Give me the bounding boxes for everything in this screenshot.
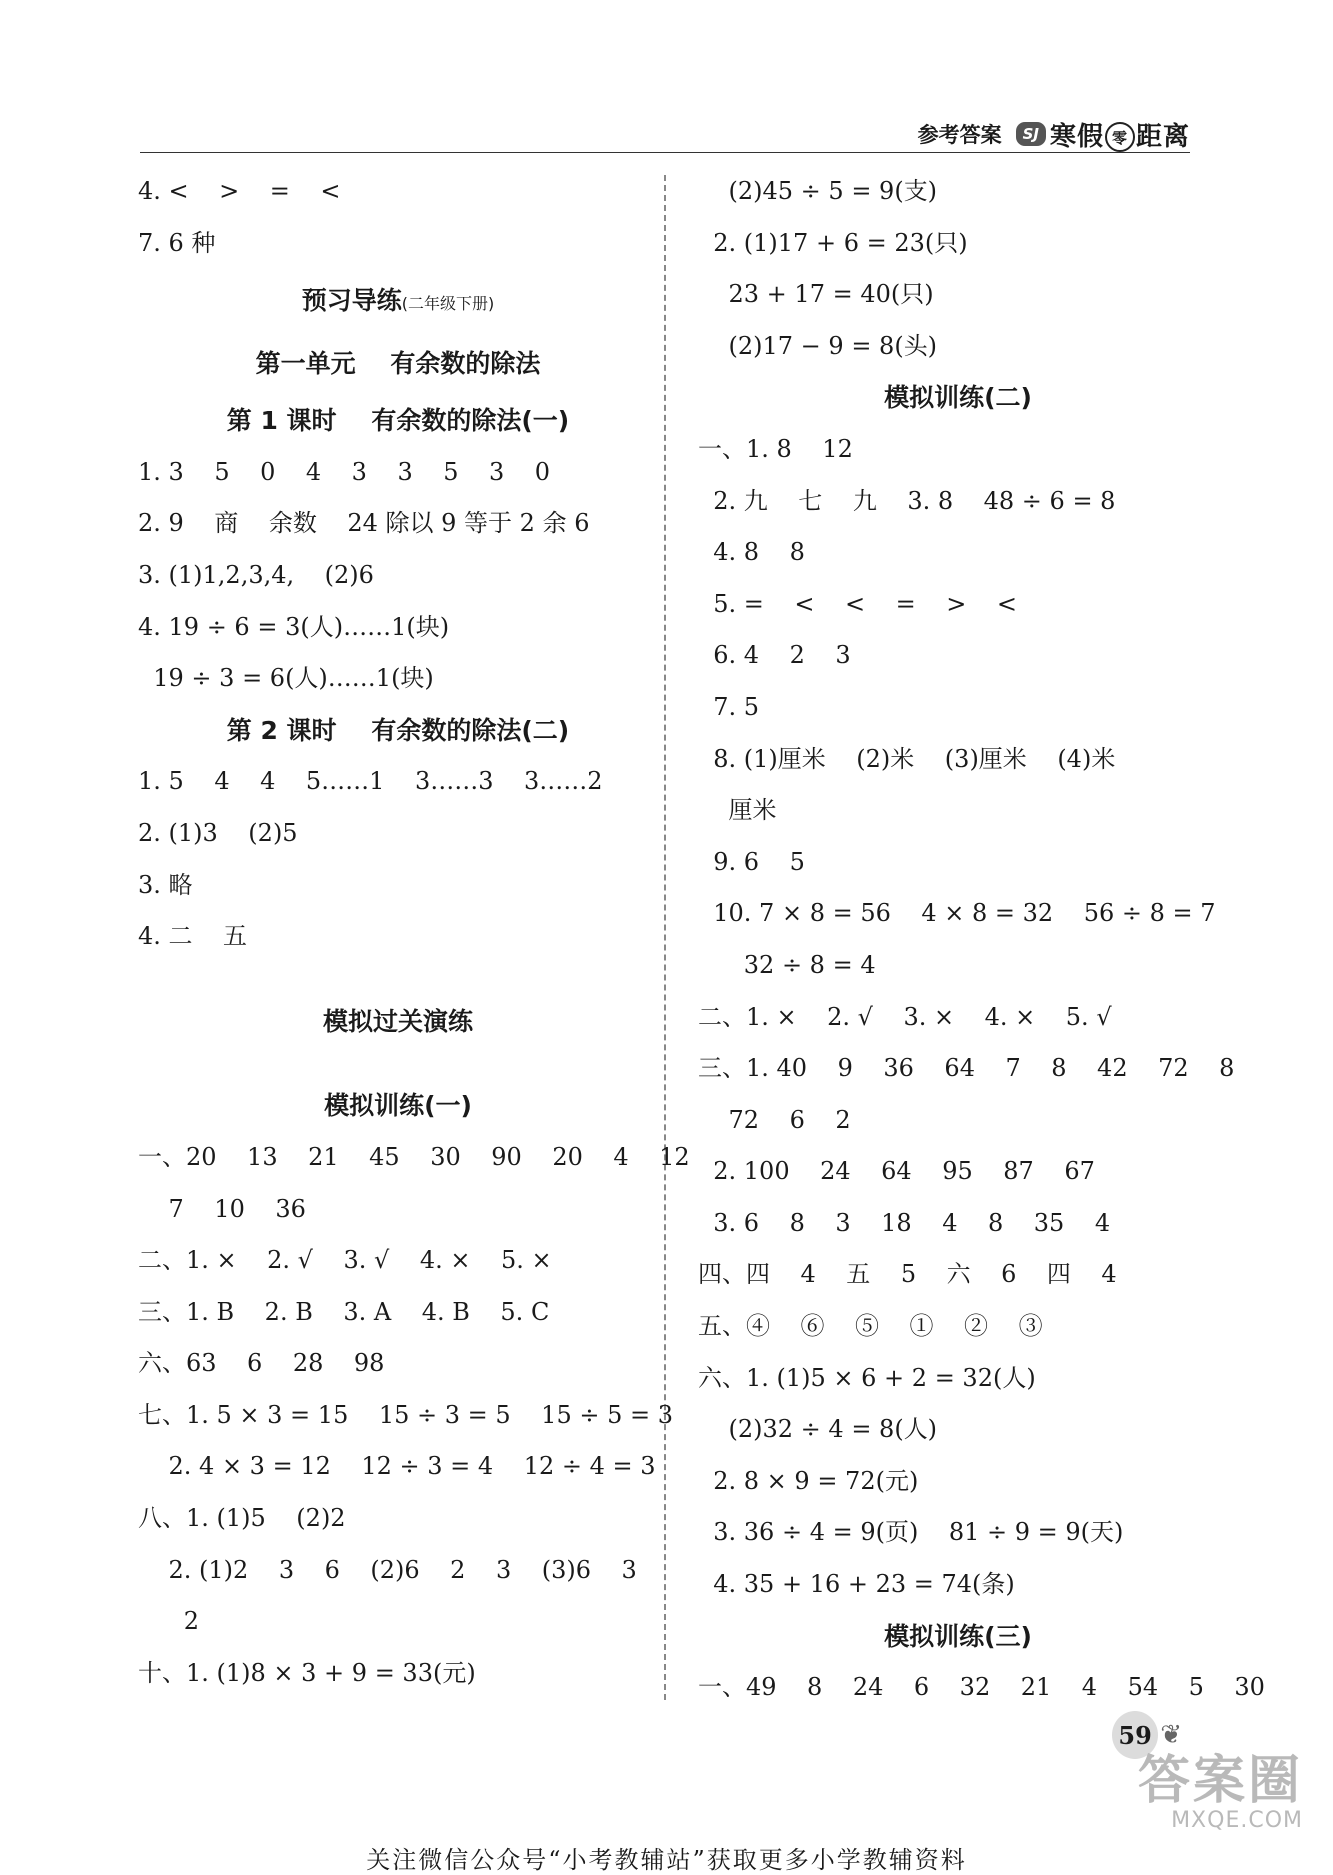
section-subtitle: (二年级下册) xyxy=(401,294,495,314)
answer-line: 2. 9 商 余数 24 除以 9 等于 2 余 6 xyxy=(138,509,590,538)
answer-line: 一、1. 8 12 xyxy=(698,434,853,463)
answer-line: 八、1. (1)5 (2)2 xyxy=(138,1504,346,1533)
answer-line: 4. 8 8 xyxy=(698,538,805,567)
answer-line: 9. 6 5 xyxy=(698,847,805,876)
answer-line: 四、四 4 五 5 六 6 四 4 xyxy=(698,1260,1117,1289)
answer-line: 十、1. (1)8 × 3 + 9 = 33(元) xyxy=(138,1658,476,1687)
answer-line: 3. 6 8 3 18 4 8 35 4 xyxy=(698,1208,1111,1237)
training-title: 模拟训练(三) xyxy=(884,1621,1032,1651)
answer-line: 厘米 xyxy=(698,796,777,825)
bird-icon: ❦ xyxy=(1160,1720,1182,1750)
brand-logo xyxy=(1016,116,1190,153)
answer-line: 三、1. 40 9 36 64 7 8 42 72 8 xyxy=(698,1054,1235,1083)
section-title-preview xyxy=(138,269,658,332)
training-title: 模拟训练(一) xyxy=(324,1091,472,1121)
footer-note: 关注微信公众号“小考教辅站”获取更多小学教辅资料 xyxy=(366,1846,967,1874)
answer-line: 2. 九 七 九 3. 8 48 ÷ 6 = 8 xyxy=(698,486,1116,515)
header-right xyxy=(918,116,1190,152)
training-title: 模拟训练(二) xyxy=(884,383,1032,413)
answer-line: 10. 7 × 8 = 56 4 × 8 = 32 56 ÷ 8 = 7 xyxy=(698,899,1216,928)
answer-line: 72 6 2 xyxy=(698,1105,851,1134)
lesson-title: 第 2 课时 有余数的除法(二) xyxy=(226,715,570,745)
answer-line: 4. < > = < xyxy=(138,177,341,205)
left-column xyxy=(138,166,690,1699)
answer-line: 2. 4 × 3 = 12 12 ÷ 3 = 4 12 ÷ 4 = 3 xyxy=(138,1452,656,1481)
answer-line: 8. (1)厘米 (2)米 (3)厘米 (4)米 xyxy=(698,744,1116,773)
header-label: 参考答案 xyxy=(917,123,1002,147)
answer-line: 23 + 17 = 40(只) xyxy=(698,280,934,309)
answer-line: 7. 6 种 xyxy=(138,228,216,257)
answer-line: 一、20 13 21 45 30 90 20 4 12 xyxy=(138,1142,690,1171)
answer-line: 4. 二 五 xyxy=(138,922,248,951)
answer-line: 2 xyxy=(138,1607,200,1636)
section-title-mock: 模拟过关演练 xyxy=(322,1006,473,1036)
watermark-main: 答案圈 xyxy=(1137,1751,1303,1811)
answer-line: 二、1. × 2. √ 3. × 4. × 5. √ xyxy=(698,1002,1112,1031)
answer-line: 二、1. × 2. √ 3. √ 4. × 5. × xyxy=(138,1246,552,1275)
answer-line: 1. 5 4 4 5……1 3……3 3……2 xyxy=(138,767,603,796)
answer-line: 一、49 8 24 6 32 21 4 54 5 30 xyxy=(698,1673,1265,1702)
lesson-title: 第 1 课时 有余数的除法(一) xyxy=(226,406,570,436)
answer-line: (2)17 − 9 = 8(头) xyxy=(698,331,938,360)
answer-line: 4. 35 + 16 + 23 = 74(条) xyxy=(698,1570,1015,1599)
answer-line: 三、1. B 2. B 3. A 4. B 5. C xyxy=(138,1297,550,1326)
answer-line: 6. 4 2 3 xyxy=(698,641,851,670)
answer-line: 2. (1)17 + 6 = 23(只) xyxy=(698,228,968,257)
answer-line: 2. (1)3 (2)5 xyxy=(138,818,298,847)
brand-name xyxy=(1050,116,1190,153)
answer-line: 5. = < < = > < xyxy=(698,589,1018,618)
watermark-url: MXQE.COM xyxy=(1171,1808,1303,1833)
page-number-badge: 59 xyxy=(1112,1711,1158,1759)
answer-line: 2. 8 × 9 = 72(元) xyxy=(698,1466,919,1495)
watermark xyxy=(1137,1751,1303,1833)
spacer xyxy=(138,1047,658,1080)
answer-line: 7 10 36 xyxy=(138,1194,306,1223)
answer-line: 32 ÷ 8 = 4 xyxy=(698,950,876,979)
answer-line: 2. (1)2 3 6 (2)6 2 3 (3)6 3 xyxy=(138,1555,637,1584)
brand-ring-icon: 零 xyxy=(1105,122,1135,152)
section-title-text: 预习导练 xyxy=(301,286,402,316)
page-header xyxy=(140,116,1190,153)
answer-line: 3. (1)1,2,3,4, (2)6 xyxy=(138,560,374,589)
unit-title: 第一单元 有余数的除法 xyxy=(255,349,541,379)
right-column xyxy=(698,166,1265,1714)
brand-badge: SJ xyxy=(1016,122,1046,146)
answer-line: 六、1. (1)5 × 6 + 2 = 32(人) xyxy=(698,1363,1036,1392)
column-divider xyxy=(664,175,666,1700)
brand-name-a: 寒假 xyxy=(1049,121,1104,152)
answer-line: (2)32 ÷ 4 = 8(人) xyxy=(698,1415,938,1444)
answer-line: 4. 19 ÷ 6 = 3(人)……1(块) xyxy=(138,612,450,641)
answer-line: 3. 36 ÷ 4 = 9(页) 81 ÷ 9 = 9(天) xyxy=(698,1518,1124,1547)
answer-line: 3. 略 xyxy=(138,870,193,899)
answer-line: 2. 100 24 64 95 87 67 xyxy=(698,1157,1095,1186)
spacer xyxy=(138,963,658,996)
answer-line: 1. 3 5 0 4 3 3 5 3 0 xyxy=(138,457,551,486)
brand-name-b: 距离 xyxy=(1135,121,1190,152)
answer-line: 19 ÷ 3 = 6(人)……1(块) xyxy=(138,664,434,693)
answer-line: (2)45 ÷ 5 = 9(支) xyxy=(698,177,938,205)
answer-line: 五、④ ⑥ ⑤ ① ② ③ xyxy=(698,1312,1043,1341)
answer-line: 六、63 6 28 98 xyxy=(138,1349,385,1378)
answer-line: 7. 5 xyxy=(698,692,760,721)
answer-line: 七、1. 5 × 3 = 15 15 ÷ 3 = 5 15 ÷ 5 = 3 xyxy=(138,1400,673,1429)
